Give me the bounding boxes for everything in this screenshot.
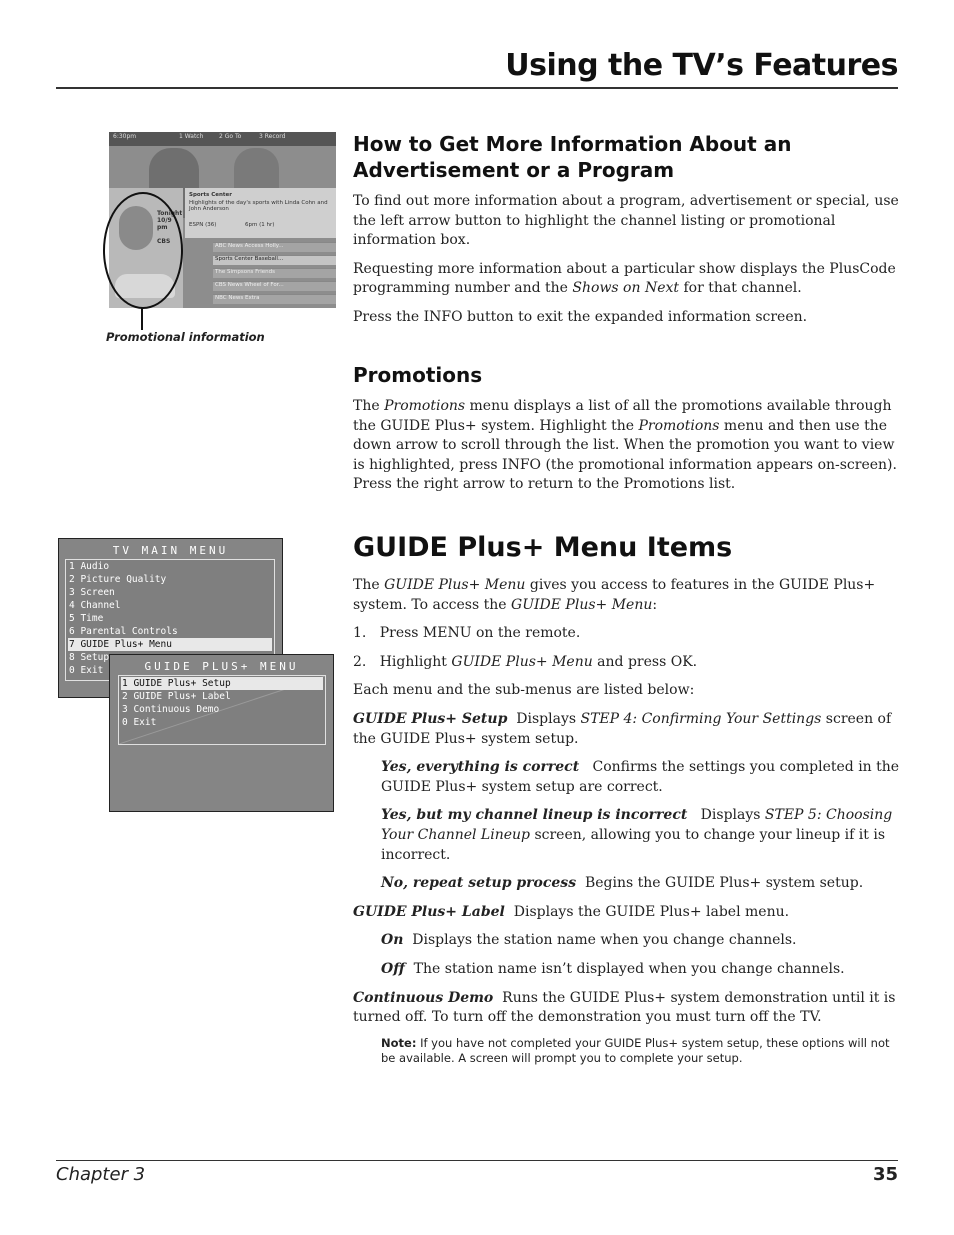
info-title: Sports Center [189, 192, 232, 198]
menu-item[interactable]: 8 Setup [69, 652, 110, 663]
subitem-yes-but-incorrect: Yes, but my channel lineup is incorrect Displays STEP 5: Choosing Your Channel Lineup screen, allowing you to change your lineup if it is incorrect. [381, 807, 893, 863]
program-info-box [185, 188, 336, 238]
paragraph: Requesting more information about a particular show displays the PlusCode programming number and the Shows on Next for that channel. [353, 260, 896, 297]
guide-plus-menu-screen [109, 654, 334, 812]
menu-item[interactable]: 3 Screen [69, 587, 115, 598]
info-channel: ESPN (36) [189, 222, 217, 228]
footer-rule [56, 1160, 898, 1161]
callout-leader-line [141, 308, 143, 330]
menu-list [118, 675, 326, 745]
paragraph: The GUIDE Plus+ Menu gives you access to features in the GUIDE Plus+ system. To access the GUIDE Plus+ Menu: [353, 577, 876, 613]
page-header-title: Using the TV’s Features [505, 48, 898, 83]
footer-chapter: Chapter 3 [56, 1164, 146, 1185]
promo-network: CBS [157, 238, 171, 245]
section-promotions [353, 362, 901, 495]
menu-title: GUIDE PLUS+ MENU [144, 660, 299, 673]
paragraph: The Promotions menu displays a list of all the promotions available through the GUIDE Plus+ system. Highlight the Promotions menu and then use the down arrow to scroll through the list. When the promotion you want to view is highlighted, press INFO (the promotional information appears on-screen). Press the right arrow to return to the Promotions list. [353, 398, 897, 493]
subitem-on: On Displays the station name when you change channels. [381, 932, 797, 949]
promo-text: Tonight 10/9 pm [157, 210, 183, 231]
guide-top-bar [109, 132, 336, 146]
bar-item-time: 6:30pm [113, 133, 137, 140]
menu-item[interactable]: 5 Time [69, 613, 104, 624]
header-rule [56, 87, 898, 89]
info-text: Highlights of the day's sports with Linda Cohn and John Anderson [189, 200, 328, 212]
bar-item-watch: 1 Watch [179, 133, 204, 140]
menu-item[interactable]: 0 Exit [122, 717, 157, 728]
menu-item[interactable]: 0 Exit [69, 665, 104, 676]
item-continuous-demo: Continuous Demo Runs the GUIDE Plus+ system demonstration until it is turned off. To turn off the demonstration you must turn off the TV. [353, 989, 900, 1026]
paragraph: Each menu and the sub-menus are listed below: [353, 682, 695, 699]
guide-row: NBC News Extra [215, 295, 260, 301]
guide-row: The Simpsons Friends [215, 269, 275, 275]
note: Note: If you have not completed your GUIDE Plus+ system setup, these options will not be available. A screen will prompt you to complete your setup. [381, 1035, 890, 1066]
subitem-yes-correct: Yes, everything is correct Confirms the settings you completed in the GUIDE Plus+ system setup are correct. [381, 759, 904, 795]
section-menu-items [353, 532, 904, 1067]
menu-item[interactable]: 6 Parental Controls [69, 626, 178, 637]
bar-item-goto: 2 Go To [219, 133, 242, 140]
menu-item-selected[interactable]: 1 GUIDE Plus+ Setup [121, 677, 323, 690]
subitem-no-repeat: No, repeat setup process Begins the GUIDE Plus+ system setup. [381, 875, 864, 892]
item-guide-plus-setup: GUIDE Plus+ Setup Displays STEP 4: Confirming Your Settings screen of the GUIDE Plus+ system setup. [353, 710, 892, 747]
footer-page-number: 35 [872, 1164, 898, 1185]
guide-row: ABC News Access Holly... [215, 243, 284, 249]
menu-item[interactable]: 1 Audio [69, 561, 110, 572]
info-time: 6pm (1 hr) [245, 222, 275, 228]
menu-item[interactable]: 3 Continuous Demo [122, 704, 220, 715]
subitem-off: Off The station name isn’t displayed when you change channels. [381, 960, 845, 977]
section-more-info [353, 131, 901, 328]
menu-title: TV MAIN MENU [112, 544, 229, 557]
callout-oval [103, 192, 183, 309]
paragraph: Press the INFO button to exit the expanded information screen. [353, 308, 808, 325]
guide-row: CBS News Wheel of For... [215, 282, 284, 288]
section-heading: Promotions [353, 363, 483, 387]
guide-grid [185, 240, 336, 308]
step-1: 1. Press MENU on the remote. [353, 625, 581, 642]
section-heading: How to Get More Information About an Advertisement or a Program [353, 132, 792, 182]
section-heading: GUIDE Plus+ Menu Items [353, 532, 733, 563]
figure-caption: Promotional information [106, 330, 265, 344]
menu-item[interactable]: 2 GUIDE Plus+ Label [122, 691, 231, 702]
bar-item-record: 3 Record [259, 133, 286, 140]
guide-row: Sports Center Baseball... [215, 256, 284, 262]
step-2: 2. Highlight GUIDE Plus+ Menu and press OK. [353, 653, 698, 670]
menu-item[interactable]: 2 Picture Quality [69, 574, 167, 585]
paragraph: To find out more information about a program, advertisement or special, use the left arrow button to highlight the channel listing or promotional information box. [353, 193, 899, 249]
menu-item[interactable]: 4 Channel [69, 600, 121, 611]
item-guide-plus-label: GUIDE Plus+ Label Displays the GUIDE Plus+ label menu. [353, 903, 790, 920]
menu-item-selected[interactable]: 7 GUIDE Plus+ Menu [68, 638, 272, 651]
